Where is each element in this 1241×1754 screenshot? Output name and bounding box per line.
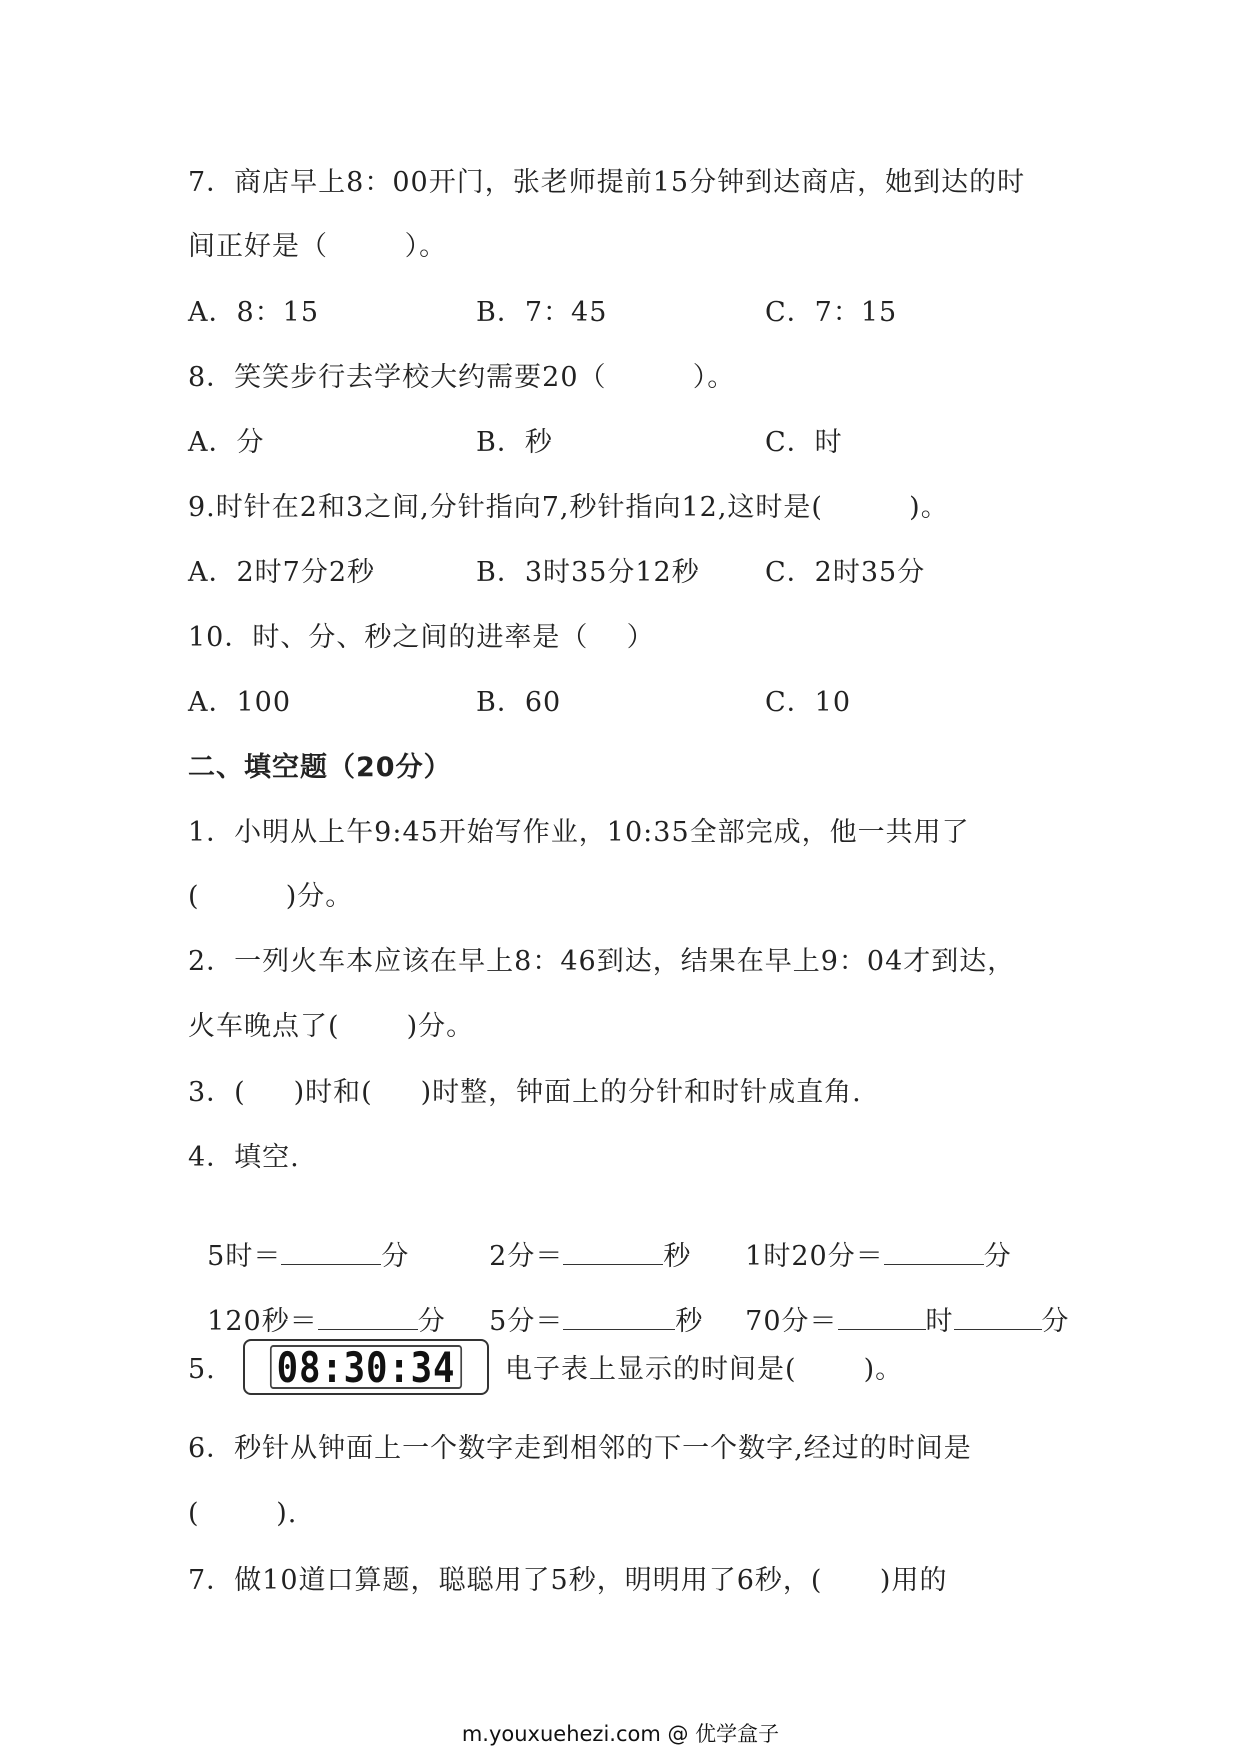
q8-option-c: C．时: [765, 427, 843, 458]
q4-row2-item1: [188, 1271, 446, 1339]
fill-q6-line2: ( ).: [188, 1498, 298, 1529]
q4-row2-item2-left: 5分＝: [489, 1306, 564, 1337]
q10-option-b: B．60: [476, 687, 562, 718]
answer-blank[interactable]: [838, 1305, 926, 1330]
digital-clock-time: 08:30:34: [270, 1345, 462, 1389]
q4-row1-item2: [470, 1206, 691, 1274]
q4-row1-item2-right: 秒: [663, 1241, 692, 1272]
q4-row1-item2-left: 2分＝: [489, 1241, 564, 1272]
q10-text: 10．时、分、秒之间的进率是（ ）: [188, 622, 655, 653]
q7-option-c: C．7：15: [765, 297, 898, 328]
fill-q2-line2: 火车晚点了( )分。: [188, 1011, 475, 1042]
footer-watermark: m.youxuehezi.com @ 优学盒子: [461, 1722, 780, 1746]
fill-q5-number: 5.: [188, 1354, 216, 1385]
q8-text: 8．笑笑步行去学校大约需要20（ ）。: [188, 362, 736, 393]
q7-text-line1: 7．商店早上8：00开门，张老师提前15分钟到达商店，她到达的时: [188, 167, 1026, 198]
q4-row2-item3-left: 70分＝: [745, 1306, 838, 1337]
q4-row1-item1-left: 5时＝: [207, 1241, 282, 1272]
fill-q1-line2: ( )分。: [188, 881, 354, 912]
fill-q5-text: 电子表上显示的时间是( )。: [505, 1354, 904, 1385]
fill-q4: 4．填空.: [188, 1142, 300, 1173]
q4-row1-item3-right: 分: [983, 1241, 1012, 1272]
q10-option-a: A．100: [188, 687, 292, 718]
q7-option-a: A．8：15: [188, 297, 320, 328]
answer-blank[interactable]: [281, 1240, 381, 1265]
q7-option-b: B．7：45: [476, 297, 608, 328]
answer-blank[interactable]: [318, 1305, 418, 1330]
fill-q1-line1: 1．小明从上午9:45开始写作业，10:35全部完成，他一共用了: [188, 817, 970, 848]
fill-q7-line1: 7．做10道口算题，聪聪用了5秒，明明用了6秒，( )用的: [188, 1565, 948, 1596]
q4-row1-item1-right: 分: [381, 1241, 410, 1272]
fill-q6-line1: 6．秒针从钟面上一个数字走到相邻的下一个数字,经过的时间是: [188, 1433, 972, 1464]
q4-row2-item3: [726, 1271, 1070, 1339]
section-title-fill-blank: 二、填空题（20分）: [188, 752, 452, 783]
q9-option-a: A．2时7分2秒: [188, 557, 376, 588]
fill-q2-line1: 2．一列火车本应该在早上8：46到达，结果在早上9：04才到达，: [188, 946, 1016, 977]
q4-row1-item3-left: 1时20分＝: [745, 1241, 884, 1272]
q7-text-line2: 间正好是（ ）。: [188, 231, 448, 262]
q9-text: 9.时针在2和3之间,分针指向7,秒针指向12,这时是( )。: [188, 492, 949, 523]
q4-row2-item1-right: 分: [417, 1306, 446, 1337]
q9-option-c: C．2时35分: [765, 557, 926, 588]
q9-option-b: B．3时35分12秒: [476, 557, 700, 588]
answer-blank[interactable]: [563, 1305, 675, 1330]
answer-blank[interactable]: [884, 1240, 984, 1265]
q4-row1-item1: [188, 1206, 409, 1274]
digital-clock-display: [243, 1339, 489, 1395]
q4-row2-item3-right: 分: [1041, 1306, 1070, 1337]
q8-option-a: A．分: [188, 427, 265, 458]
q8-option-b: B．秒: [476, 427, 553, 458]
q4-row2-item2: [470, 1271, 703, 1339]
answer-blank[interactable]: [954, 1305, 1042, 1330]
q10-option-c: C．10: [765, 687, 852, 718]
q4-row1-item3: [726, 1206, 1012, 1274]
q4-row2-item2-right: 秒: [675, 1306, 704, 1337]
q4-row2-item1-left: 120秒＝: [207, 1306, 318, 1337]
fill-q3: 3．( )时和( )时整，钟面上的分针和时针成直角.: [188, 1077, 862, 1108]
q4-row2-item3-mid: 时: [925, 1306, 954, 1337]
answer-blank[interactable]: [563, 1240, 663, 1265]
